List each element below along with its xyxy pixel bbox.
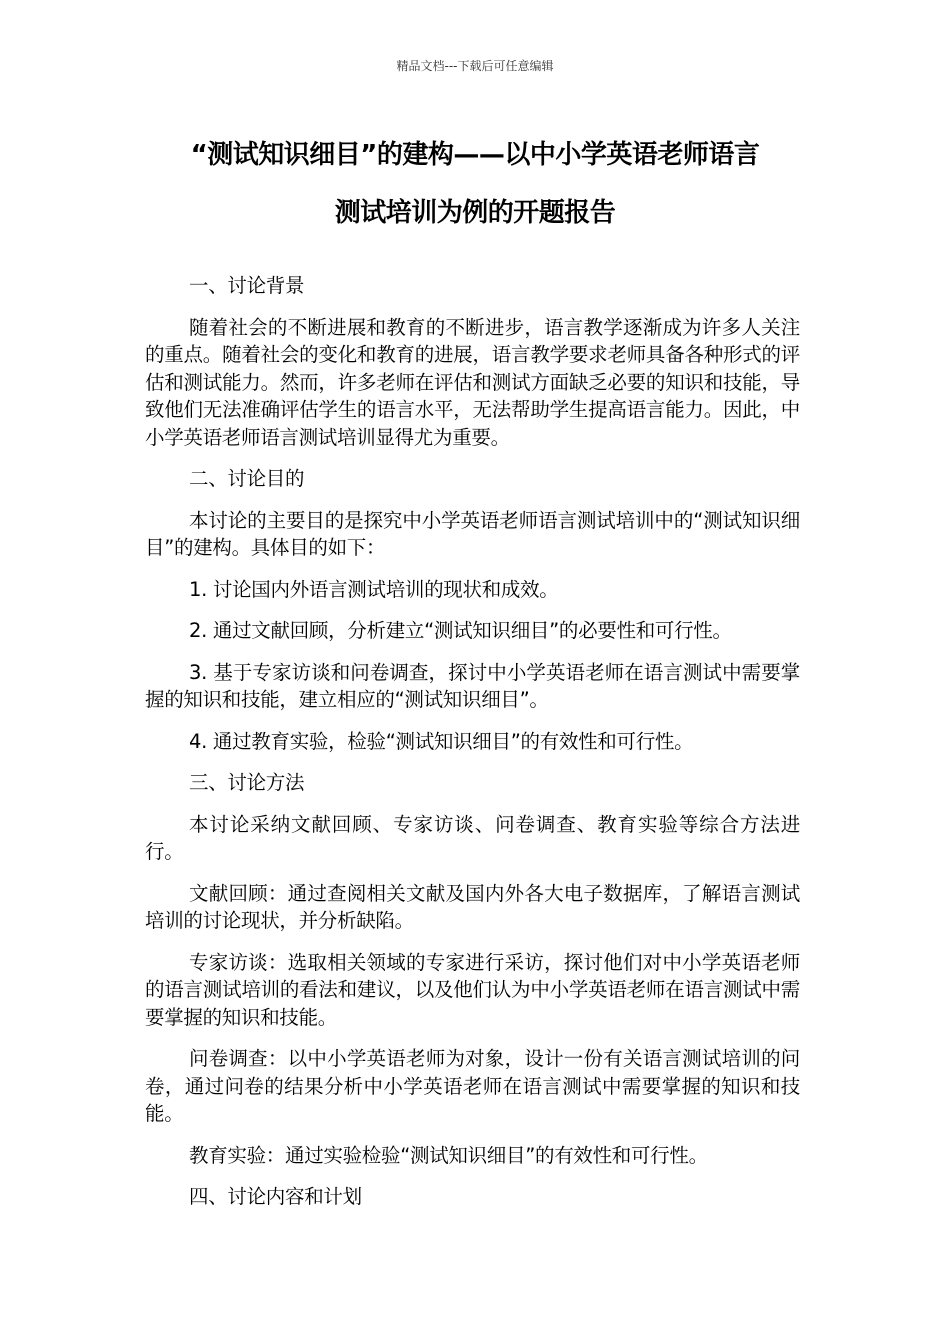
section-heading-methods: 三、讨论方法 bbox=[189, 771, 305, 794]
section-heading-content-plan: 四、讨论内容和计划 bbox=[189, 1185, 362, 1208]
list-item-purpose-4: 4. 通过教育实验，检验“测试知识细目”的有效性和可行性。 bbox=[189, 729, 694, 753]
paragraph-literature-review: 文献回顾：通过查阅相关文献及国内外各大电子数据库，了解语言测试培训的讨论现状，并分析缺陷。 bbox=[145, 881, 800, 932]
paragraph-purpose: 本讨论的主要目的是探究中小学英语老师语言测试培训中的“测试知识细目”的建构。具体目的如下： bbox=[145, 508, 800, 559]
document-body bbox=[145, 272, 800, 1225]
paragraph-questionnaire: 问卷调查：以中小学英语老师为对象，设计一份有关语言测试培训的问卷，通过问卷的结果分析中小学英语老师在语言测试中需要掌握的知识和技能。 bbox=[145, 1047, 800, 1125]
section-heading-purpose: 二、讨论目的 bbox=[189, 467, 305, 490]
section-heading-background: 一、讨论背景 bbox=[189, 274, 305, 297]
list-item-purpose-1: 1. 讨论国内外语言测试培训的现状和成效。 bbox=[189, 577, 559, 601]
list-item-purpose-3: 3. 基于专家访谈和问卷调查，探讨中小学英语老师在语言测试中需要掌握的知识和技能，建立相应的“测试知识细目”。 bbox=[145, 660, 800, 711]
paragraph-background: 随着社会的不断进展和教育的不断进步，语言教学逐渐成为许多人关注的重点。随着社会的变化和教育的进展，语言教学要求老师具备各种形式的评估和测试能力。然而，许多老师在评估和测试方面缺乏必要的知识和技能，导致他们无法准确评估学生的语言水平，无法帮助学生提高语言能力。因此，中小学英语老师语言测试培训显得尤为重要。 bbox=[145, 315, 800, 449]
document-title-line-2: 测试培训为例的开题报告 bbox=[334, 198, 616, 228]
document-title-line-1: “测试知识细目”的建构——以中小学英语老师语言 bbox=[190, 140, 760, 170]
paragraph-experiment: 教育实验：通过实验检验“测试知识细目”的有效性和可行性。 bbox=[189, 1143, 708, 1167]
paragraph-expert-interview: 专家访谈：选取相关领域的专家进行采访，探讨他们对中小学英语老师的语言测试培训的看法和建议，以及他们认为中小学英语老师在语言测试中需要掌握的知识和技能。 bbox=[145, 950, 800, 1029]
paragraph-methods-overview: 本讨论采纳文献回顾、专家访谈、问卷调查、教育实验等综合方法进行。 bbox=[145, 812, 800, 863]
list-item-purpose-2: 2. 通过文献回顾，分析建立“测试知识细目”的必要性和可行性。 bbox=[189, 619, 732, 642]
header-note: 精品文档---下载后可任意编辑 bbox=[396, 59, 554, 73]
